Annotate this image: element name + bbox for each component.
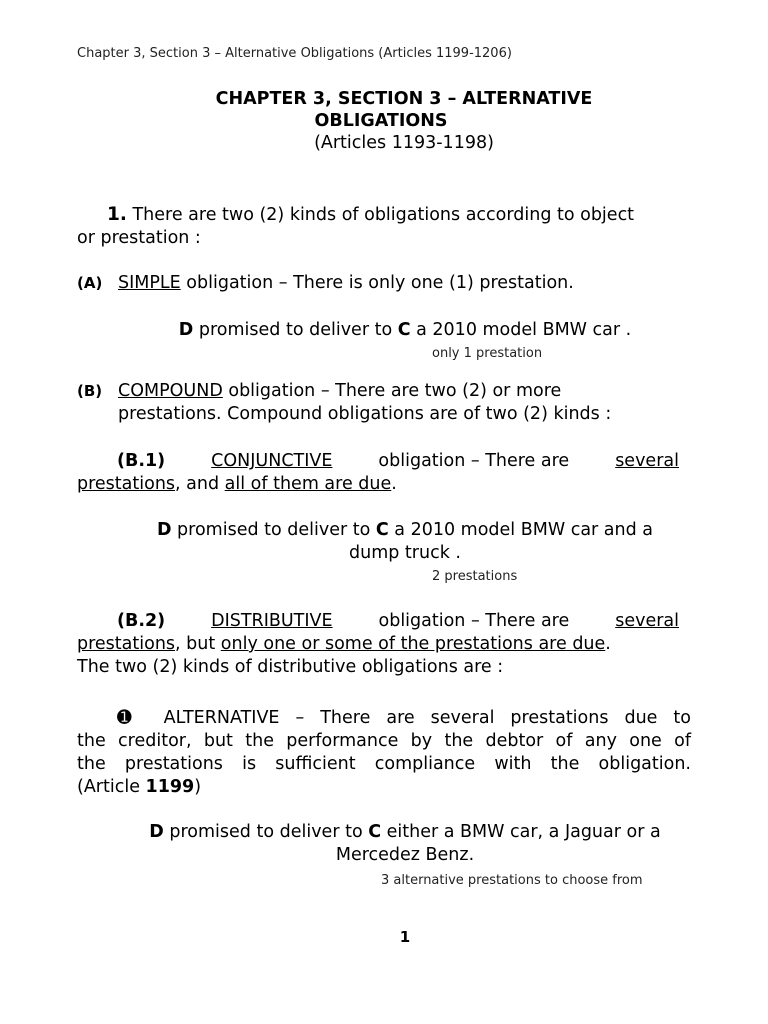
simple-example-object: a 2010 model BMW car . [410,320,632,340]
conjunctive-example-object: a 2010 model BMW car and a [388,520,654,540]
distributive-only-some-due: only one or some of the prestations are due [220,634,606,654]
distributive-marker: (B.2) [117,611,166,631]
conjunctive-example-mid: promised to deliver to [171,520,376,540]
conjunctive-note: 2 prestations [432,569,518,584]
simple-obligation-paragraph [77,272,691,295]
articles-range: (Articles 1193-1198) [314,133,494,153]
distributive-paragraph [77,610,691,679]
simple-marker: (A) [77,274,103,292]
alternative-text-c: the prestations is sufficient compliance with the obligation. [77,754,691,774]
conjunctive-marker: (B.1) [117,451,166,471]
simple-example-mid: promised to deliver to [193,320,398,340]
compound-marker: (B) [77,382,103,400]
distributive-term: DISTRIBUTIVE [211,611,333,631]
alternative-text-b: the creditor, but the performance by the debtor of any one of [77,731,691,751]
conjunctive-paragraph [77,450,691,496]
conjunctive-all-due: all of them are due [224,474,392,494]
item-1-text-line-1: There are two (2) kinds of obligations according to object [126,205,635,225]
simple-term: SIMPLE [118,273,181,293]
alternative-example-line-2: Mercedez Benz. [335,845,475,865]
alternative-text-a: – There are several prestations due to [279,708,691,728]
title-line-2: OBLIGATIONS [314,111,448,131]
compound-term: COMPOUND [118,381,223,401]
item-1-text-line-2: or prestation : [77,228,201,248]
compound-definition-line-2: prestations. Compound obligations are of two (2) kinds : [118,404,612,424]
distributive-text-1: obligation – There are [378,611,570,631]
conjunctive-several: several [615,451,679,471]
distributive-several: several [615,611,679,631]
compound-obligation-paragraph [77,380,691,426]
alternative-example-object: either a BMW car, a Jaguar or a [381,822,661,842]
page-number: 1 [399,928,411,946]
alternative-text-d: (Article [77,777,146,797]
conjunctive-prestations: prestations [77,474,176,494]
distributive-line-3: The two (2) kinds of distributive obligations are : [77,657,504,677]
title-line-1: CHAPTER 3, SECTION 3 – ALTERNATIVE [215,89,593,109]
alternative-example-creditor: C [368,822,382,842]
alternative-example-debtor: D [149,822,164,842]
conjunctive-example [0,519,768,565]
item-1-paragraph [77,203,691,250]
alternative-note: 3 alternative prestations to choose from [381,873,643,888]
distributive-text-2: , but [175,634,221,654]
numbered-bullet-icon: ➊ [117,708,132,728]
simple-definition: obligation – There is only one (1) prestation. [180,273,574,293]
distributive-prestations: prestations [77,634,176,654]
running-header: Chapter 3, Section 3 – Alternative Obligations (Articles 1199-1206) [77,46,512,61]
alternative-example-mid: promised to deliver to [163,822,369,842]
alternative-article-number: 1199 [145,777,195,797]
title-block [0,88,768,154]
simple-note: only 1 prestation [432,346,543,361]
item-1-number: 1. [107,204,127,225]
simple-example-debtor: D [178,320,194,340]
conjunctive-text-3: . [391,474,397,494]
alternative-example [0,821,768,867]
alternative-paragraph [77,707,691,799]
simple-example [0,319,768,342]
conjunctive-example-creditor: C [375,520,389,540]
conjunctive-text-1: obligation – There are [378,451,570,471]
simple-example-creditor: C [397,320,411,340]
conjunctive-example-debtor: D [156,520,172,540]
alternative-text-e: ) [194,777,202,797]
conjunctive-term: CONJUNCTIVE [211,451,333,471]
conjunctive-example-line-2: dump truck . [349,543,461,563]
compound-definition-line-1: obligation – There are two (2) or more [222,381,562,401]
conjunctive-text-2: , and [175,474,225,494]
distributive-text-3: . [605,634,611,654]
alternative-term: ALTERNATIVE [163,708,280,728]
